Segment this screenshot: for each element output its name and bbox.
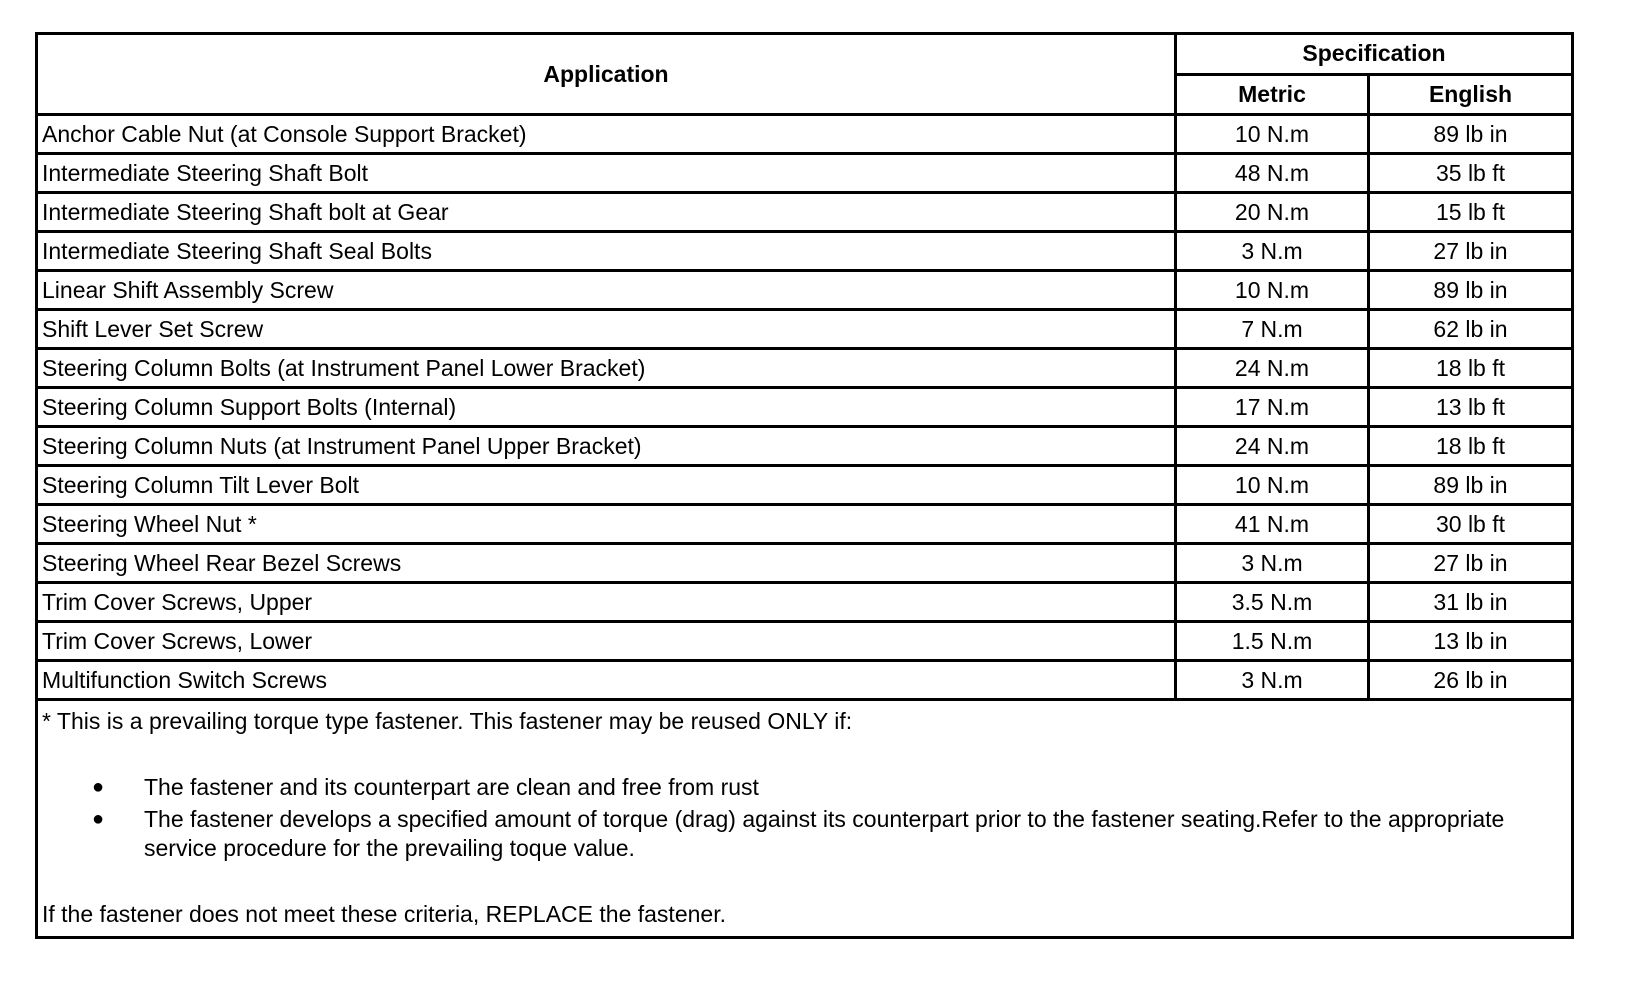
metric-cell: 1.5 N.m	[1176, 622, 1369, 661]
english-cell: 27 lb in	[1369, 544, 1573, 583]
table-row	[37, 427, 1573, 466]
english-cell: 18 lb ft	[1369, 427, 1573, 466]
metric-cell: 17 N.m	[1176, 388, 1369, 427]
bullet-icon: ●	[92, 776, 105, 798]
application-cell: Anchor Cable Nut (at Console Support Bracket)	[37, 115, 1176, 154]
footnote-outro: If the fastener does not meet these criteria, REPLACE the fastener.	[42, 901, 726, 927]
application-cell: Trim Cover Screws, Upper	[37, 583, 1176, 622]
table-header	[37, 34, 1573, 115]
application-cell: Trim Cover Screws, Lower	[37, 622, 1176, 661]
table-row	[37, 466, 1573, 505]
footnote-criterion-text: The fastener develops a specified amount of torque (drag) against its counterpart prior to the fastener seating.Refer to the appropriate service procedure for the prevailing toque value.	[144, 806, 1505, 861]
table-body	[37, 115, 1573, 700]
table-row	[37, 271, 1573, 310]
application-cell: Steering Column Nuts (at Instrument Panel Upper Bracket)	[37, 427, 1176, 466]
application-cell: Shift Lever Set Screw	[37, 310, 1176, 349]
metric-cell: 41 N.m	[1176, 505, 1369, 544]
footnote-criteria-list	[42, 773, 1567, 863]
table-row	[37, 544, 1573, 583]
footnote-cell	[37, 700, 1573, 938]
application-cell: Steering Wheel Rear Bezel Screws	[37, 544, 1176, 583]
metric-cell: 3 N.m	[1176, 661, 1369, 700]
table-row	[37, 505, 1573, 544]
metric-cell: 10 N.m	[1176, 115, 1369, 154]
specification-header: Specification	[1176, 34, 1573, 75]
table-row	[37, 154, 1573, 193]
table-row	[37, 622, 1573, 661]
application-cell: Steering Wheel Nut *	[37, 505, 1176, 544]
application-cell: Multifunction Switch Screws	[37, 661, 1176, 700]
metric-cell: 10 N.m	[1176, 466, 1369, 505]
footnote-criterion	[42, 805, 1567, 863]
metric-cell: 24 N.m	[1176, 349, 1369, 388]
torque-spec-table	[35, 32, 1574, 939]
english-cell: 13 lb ft	[1369, 388, 1573, 427]
application-header: Application	[37, 34, 1176, 115]
metric-cell: 20 N.m	[1176, 193, 1369, 232]
english-cell: 18 lb ft	[1369, 349, 1573, 388]
metric-cell: 7 N.m	[1176, 310, 1369, 349]
table-row	[37, 115, 1573, 154]
english-cell: 13 lb in	[1369, 622, 1573, 661]
table-row	[37, 661, 1573, 700]
english-cell: 89 lb in	[1369, 271, 1573, 310]
table-row	[37, 310, 1573, 349]
metric-cell: 24 N.m	[1176, 427, 1369, 466]
english-cell: 62 lb in	[1369, 310, 1573, 349]
footnote-intro: * This is a prevailing torque type fastener. This fastener may be reused ONLY if:	[42, 708, 853, 734]
footnote-criterion-text: The fastener and its counterpart are clean and free from rust	[144, 774, 759, 800]
english-cell: 89 lb in	[1369, 115, 1573, 154]
table-row	[37, 232, 1573, 271]
table-row	[37, 349, 1573, 388]
table-row	[37, 193, 1573, 232]
application-cell: Intermediate Steering Shaft bolt at Gear	[37, 193, 1176, 232]
table-row	[37, 388, 1573, 427]
application-cell: Intermediate Steering Shaft Seal Bolts	[37, 232, 1176, 271]
table-row	[37, 583, 1573, 622]
metric-cell: 3 N.m	[1176, 232, 1369, 271]
metric-cell: 48 N.m	[1176, 154, 1369, 193]
english-header: English	[1369, 74, 1573, 115]
application-cell: Intermediate Steering Shaft Bolt	[37, 154, 1176, 193]
metric-header: Metric	[1176, 74, 1369, 115]
english-cell: 27 lb in	[1369, 232, 1573, 271]
footnote-row	[37, 700, 1573, 938]
application-cell: Linear Shift Assembly Screw	[37, 271, 1176, 310]
english-cell: 15 lb ft	[1369, 193, 1573, 232]
english-cell: 35 lb ft	[1369, 154, 1573, 193]
application-cell: Steering Column Bolts (at Instrument Panel Lower Bracket)	[37, 349, 1176, 388]
bullet-icon: ●	[92, 808, 105, 830]
english-cell: 30 lb ft	[1369, 505, 1573, 544]
footnote-criterion	[42, 773, 1567, 802]
application-cell: Steering Column Tilt Lever Bolt	[37, 466, 1176, 505]
english-cell: 89 lb in	[1369, 466, 1573, 505]
metric-cell: 3 N.m	[1176, 544, 1369, 583]
application-cell: Steering Column Support Bolts (Internal)	[37, 388, 1176, 427]
metric-cell: 10 N.m	[1176, 271, 1369, 310]
table-footnote-section	[37, 700, 1573, 938]
english-cell: 31 lb in	[1369, 583, 1573, 622]
header-row-top	[37, 34, 1573, 75]
metric-cell: 3.5 N.m	[1176, 583, 1369, 622]
english-cell: 26 lb in	[1369, 661, 1573, 700]
